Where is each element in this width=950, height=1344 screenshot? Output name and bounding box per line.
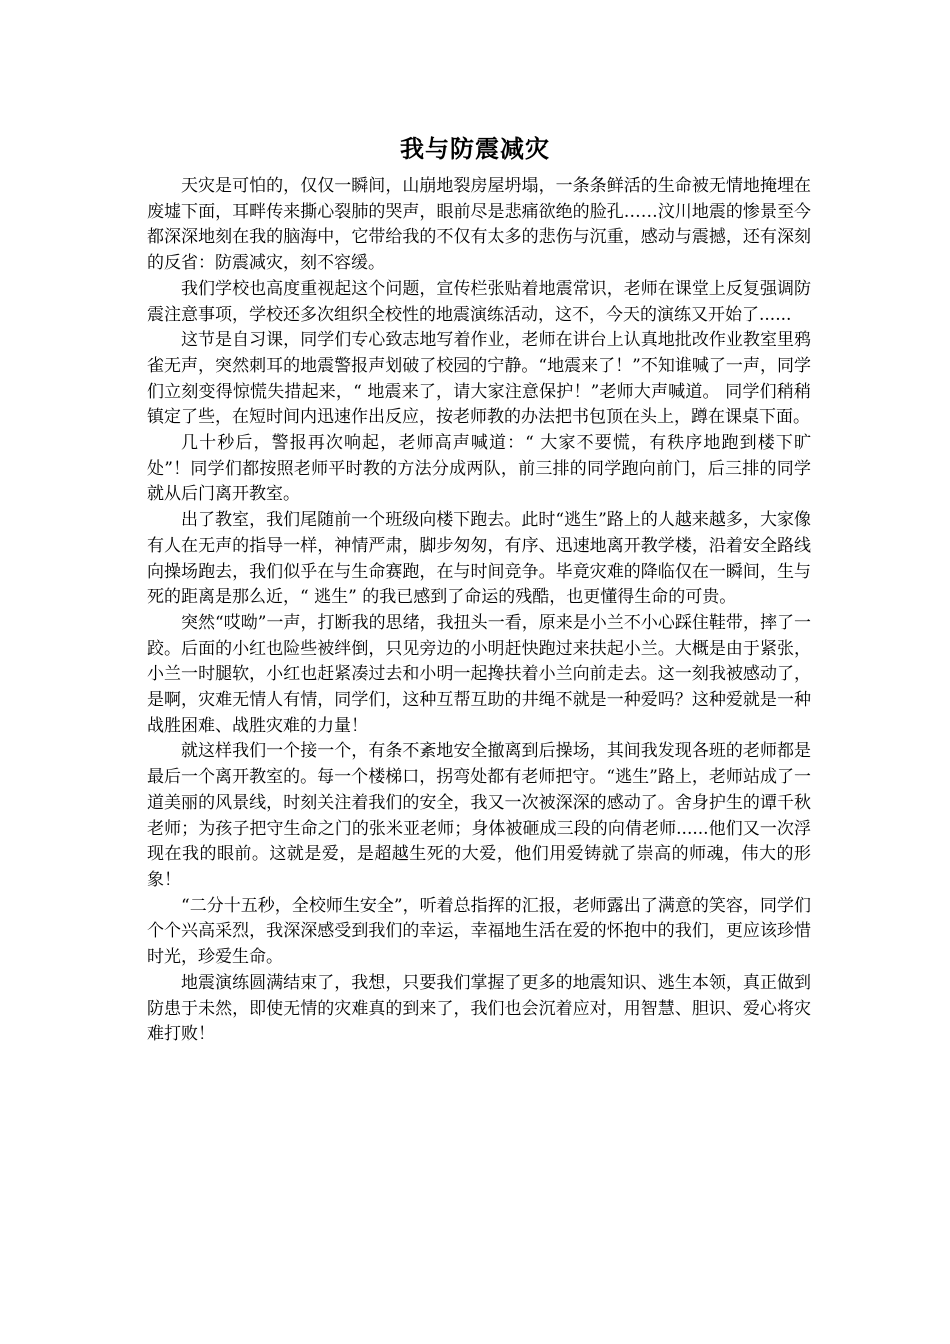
paragraph: 地震演练圆满结束了，我想，只要我们掌握了更多的地震知识、逃生本领，真正做到防患于未然，即使无情的灾难真的到来了，我们也会沉着应对，用智慧、胆识、爱心将灾难打败！ [147, 972, 811, 1045]
paragraph: 我们学校也高度重视起这个问题，宣传栏张贴着地震常识，老师在课堂上反复强调防震注意事项，学校还多次组织全校性的地震演练活动，这不，今天的演练又开始了...... [147, 278, 811, 325]
paragraph: 出了教室，我们尾随前一个班级向楼下跑去。此时“逃生”路上的人越来越多，大家像有人在无声的指导一样，神情严肃，脚步匆匆，有序、迅速地离开教学楼，沿着安全路线向操场跑去，我们似乎在与生命赛跑，在与时间竞争。毕竟灾难的降临仅在一瞬间，生与死的距离是那么近，“ 逃生” 的我已感到了命运的残酷，也更懂得生命的可贵。 [147, 510, 811, 608]
paragraph: 这节是自习课，同学们专心致志地写着作业，老师在讲台上认真地批改作业教室里鸦雀无声，突然刺耳的地震警报声划破了校园的宁静。“地震来了！”不知谁喊了一声，同学们立刻变得惊慌失措起来，“ 地震来了，请大家注意保护！”老师大声喊道。 同学们稍稍镇定了些，在短时间内迅速作出反应，按老师教的办法把书包顶在头上，蹲在课桌下面。 [147, 330, 811, 428]
paragraph: 几十秒后，警报再次响起，老师高声喊道：“ 大家不要慌，有秩序地跑到楼下旷处”！同学们都按照老师平时教的方法分成两队，前三排的同学跑向前门，后三排的同学就从后门离开教室。 [147, 433, 811, 505]
paragraph: 天灾是可怕的，仅仅一瞬间，山崩地裂房屋坍塌，一条条鲜活的生命被无情地掩埋在废墟下面，耳畔传来撕心裂肺的哭声，眼前尽是悲痛欲绝的脸孔……汶川地震的惨景至今都深深地刻在我的脑海中，它带给我的不仅有太多的悲伤与沉重，感动与震撼，还有深刻的反省：防震减灾，刻不容缓。 [147, 176, 811, 274]
document-body [147, 174, 811, 1048]
paragraph: 突然“哎呦”一声，打断我的思绪，我扭头一看，原来是小兰不小心踩住鞋带，摔了一跤。后面的小红也险些被绊倒，只见旁边的小明赶快跑过来扶起小兰。大概是由于紧张，小兰一时腿软，小红也赶紧凑过去和小明一起搀扶着小兰向前走去。这一刻我被感动了，是啊，灾难无情人有情，同学们，这种互帮互助的井绳不就是一种爱吗？这种爱就是一种战胜困难、战胜灾难的力量！ [147, 612, 811, 736]
paragraph: 就这样我们一个接一个，有条不紊地安全撤离到后操场，其间我发现各班的老师都是最后一个离开教室的。每一个楼梯口，拐弯处都有老师把守。“逃生”路上，老师站成了一道美丽的风景线，时刻关注着我们的安全，我又一次被深深的感动了。舍身护生的谭千秋老师；为孩子把守生命之门的张米亚老师；身体被砸成三段的向倩老师......他们又一次浮现在我的眼前。这就是爱，是超越生死的大爱，他们用爱铸就了崇高的师魂，伟大的形象！ [147, 741, 811, 890]
paragraph: “二分十五秒，全校师生安全”，听着总指挥的汇报，老师露出了满意的笑容，同学们个个兴高采烈，我深深感受到我们的幸运，幸福地生活在爱的怀抱中的我们，更应该珍惜时光，珍爱生命。 [147, 895, 811, 968]
document-title: 我与防震减灾 [400, 134, 550, 163]
